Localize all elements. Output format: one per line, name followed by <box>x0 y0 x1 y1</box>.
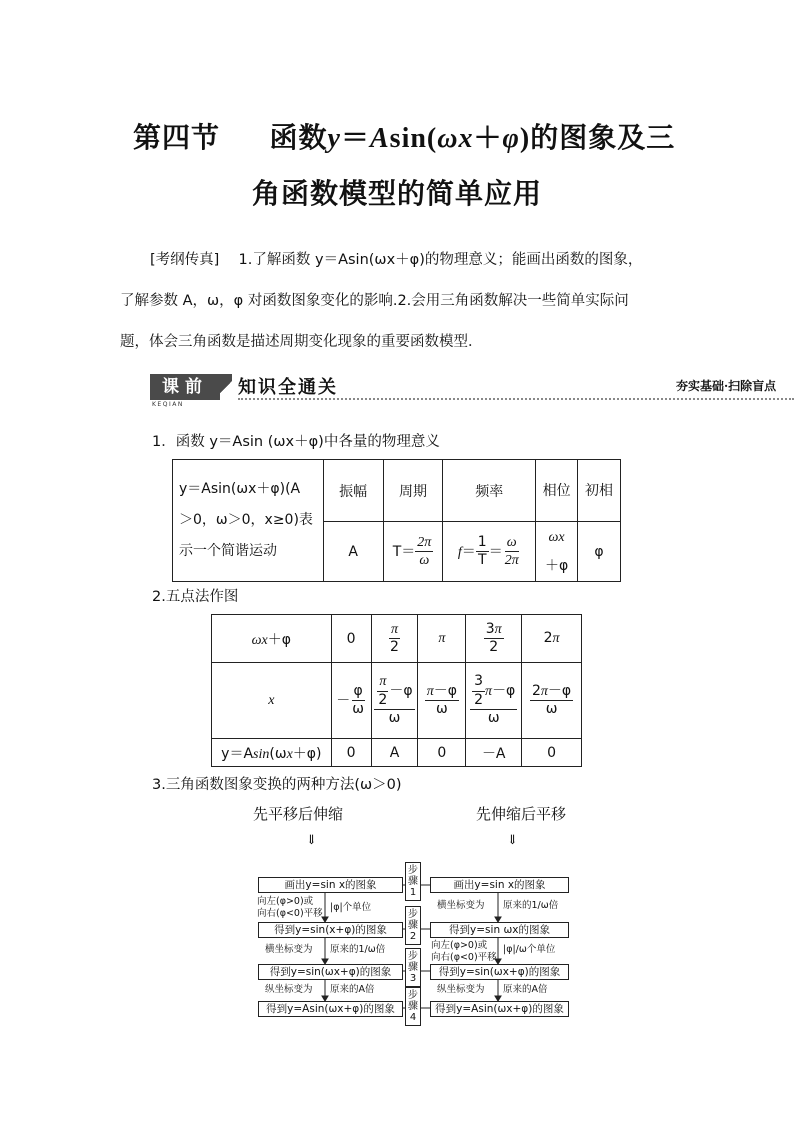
x-1: － $\frac{\varphi}{\omega}$ <box>331 663 371 739</box>
left-arrow-icon: ⇓ <box>306 833 317 848</box>
right-box-1: 画出y=sin x的图象 <box>430 877 569 893</box>
left-op1-c: |φ|个单位 <box>330 902 372 913</box>
y-2: A <box>371 739 418 767</box>
right-op3-a: 纵坐标变为 <box>437 984 485 995</box>
cell-period: T＝ $\frac{2\pi}{\omega}$ <box>383 522 443 582</box>
header-amplitude: 振幅 <box>323 460 383 522</box>
x-3: $\frac{\pi-\varphi}{\omega}$ <box>418 663 466 739</box>
right-method-title: 先伸缩后平移 <box>476 805 567 823</box>
step-2: 步骤2 <box>405 906 421 945</box>
physics-table <box>172 459 621 582</box>
right-op1-c: 原来的1/ω倍 <box>503 900 559 911</box>
step-3: 步骤3 <box>405 948 421 987</box>
y-5: 0 <box>522 739 582 767</box>
y-1: 0 <box>331 739 371 767</box>
banner-notch <box>220 374 232 400</box>
header-period: 周期 <box>383 460 443 522</box>
left-op1-a: 向左(φ>0)或 <box>257 896 314 907</box>
syllabus-tag: [考纲传真] <box>150 252 220 268</box>
angle-pi: π <box>418 615 466 663</box>
banner-title: 知识全通关 <box>238 377 338 398</box>
right-arrow-icon: ⇓ <box>507 833 518 848</box>
x-5: $\frac{2\pi-\varphi}{\omega}$ <box>522 663 582 739</box>
step-4: 步骤4 <box>405 987 421 1026</box>
right-op2-a: 向左(φ>0)或 <box>431 940 488 951</box>
banner-right: 夯实基础·扫除盲点 <box>676 379 777 393</box>
y-4: －A <box>466 739 522 767</box>
cell-frequency: f＝ $\frac{1}{T}$ ＝ $\frac{\omega}{2\pi}$ <box>443 522 536 582</box>
y-3: 0 <box>418 739 466 767</box>
title-suffix: 的图象及三 <box>530 121 676 154</box>
left-op3-a: 纵坐标变为 <box>265 984 313 995</box>
title-main: 函数 <box>269 121 328 154</box>
syllabus-line1: [考纲传真] 1.了解函数 y＝Asin(ωx＋φ)的物理意义；能画出函数的图象， <box>150 252 643 268</box>
row-label-x: x <box>212 663 332 739</box>
left-method-title: 先平移后伸缩 <box>253 805 344 823</box>
angle-0: 0 <box>331 615 371 663</box>
row-label-y: y＝Asin(ωx＋φ) <box>212 739 332 767</box>
cell-phase: ωx ＋φ <box>536 522 578 582</box>
section2-heading: 2.五点法作图 <box>152 589 239 605</box>
section1-heading: 1．函数 y＝Asin (ωx＋φ)中各量的物理意义 <box>152 434 440 450</box>
left-box-4: 得到y=Asin(ωx+φ)的图象 <box>258 1001 403 1017</box>
right-op1-a: 横坐标变为 <box>437 900 485 911</box>
right-box-3: 得到y=sin(ωx+φ)的图象 <box>430 964 569 980</box>
left-op3-c: 原来的A倍 <box>330 984 375 995</box>
banner-sub: KEQIAN <box>152 401 184 408</box>
left-op2-c: 原来的1/ω倍 <box>330 944 386 955</box>
angle-pi-half: $\frac{\pi}{2}$ <box>371 615 418 663</box>
banner-label: 课前 <box>150 374 220 400</box>
right-op2-b: 向右(φ<0)平移 <box>431 952 497 963</box>
row-label-angle: ωx＋φ <box>212 615 332 663</box>
five-point-table <box>211 614 582 767</box>
right-op2-c: |φ|/ω个单位 <box>503 944 556 955</box>
page-title-line2: 角函数模型的简单应用 <box>252 177 543 210</box>
angle-2pi: 2π <box>522 615 582 663</box>
title-section-number: 第四节 <box>133 121 221 154</box>
banner-divider <box>238 398 794 400</box>
header-phase: 相位 <box>536 460 578 522</box>
x-2: $\frac{\pi}{2}$ －φ ω <box>371 663 418 739</box>
header-frequency: 频率 <box>443 460 536 522</box>
shm-description: y＝Asin(ωx＋φ)(A ＞0，ω＞0，x≥0)表 示一个简谐运动 <box>173 460 324 582</box>
left-box-1: 画出y=sin x的图象 <box>258 877 403 893</box>
syllabus-line3: 题，体会三角函数是描述周期变化现象的重要函数模型． <box>120 334 483 350</box>
angle-3pi-half: $\frac{3\pi}{2}$ <box>466 615 522 663</box>
page-title <box>133 116 675 156</box>
cell-amplitude: A <box>323 522 383 582</box>
left-op1-b: 向右(φ<0)平移 <box>257 908 323 919</box>
section3-heading: 3.三角函数图象变换的两种方法(ω＞0) <box>152 777 402 793</box>
x-4: $\frac{3}{2}$ π－φ ω <box>466 663 522 739</box>
left-op2-a: 横坐标变为 <box>265 944 313 955</box>
cell-initial-phase: φ <box>578 522 621 582</box>
step-1: 步骤1 <box>405 862 421 901</box>
header-initial-phase: 初相 <box>578 460 621 522</box>
title-formula: y＝Asin(ωx＋φ) <box>327 123 531 154</box>
right-box-4: 得到y=Asin(ωx+φ)的图象 <box>430 1001 569 1017</box>
transform-diagram <box>255 860 575 1030</box>
right-box-2: 得到y=sin ωx的图象 <box>430 922 569 938</box>
right-op3-c: 原来的A倍 <box>503 984 548 995</box>
left-box-3: 得到y=sin(ωx+φ)的图象 <box>258 964 403 980</box>
syllabus-line2: 了解参数 A，ω，φ 对函数图象变化的影响.2.会用三角函数解决一些简单实际问 <box>120 293 629 309</box>
left-box-2: 得到y=sin(x+φ)的图象 <box>258 922 403 938</box>
